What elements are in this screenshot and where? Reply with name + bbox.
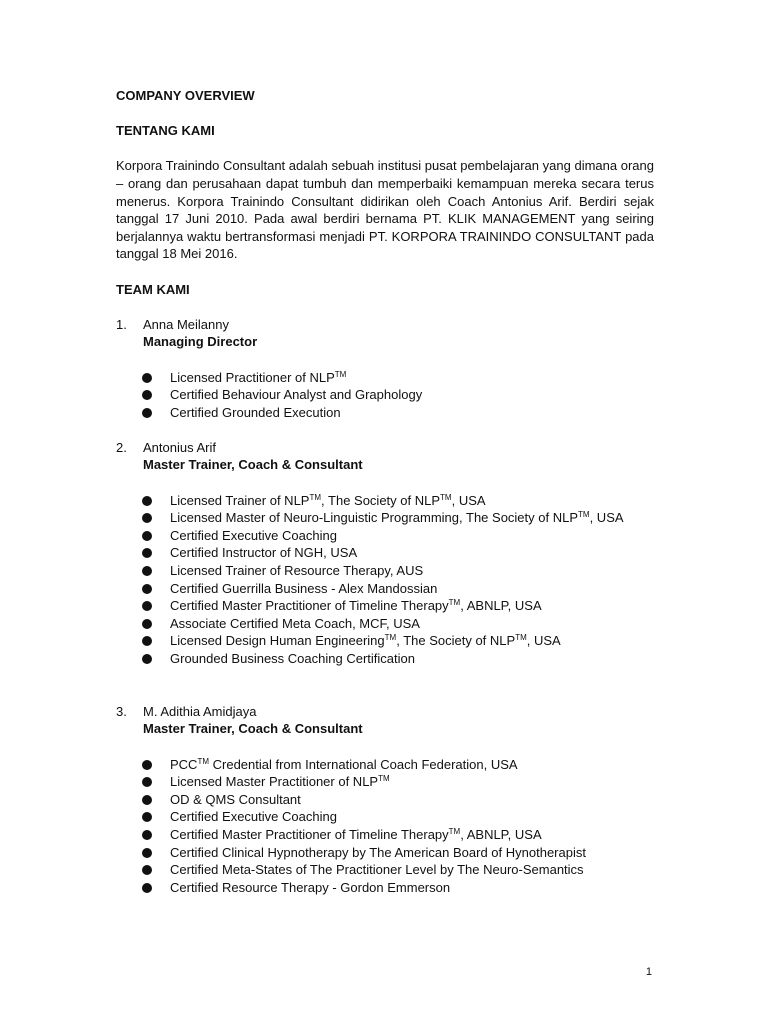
certification-item	[116, 562, 654, 580]
certification-text: Licensed Master Practitioner of NLP	[170, 774, 379, 790]
certification-text: , USA	[451, 492, 486, 508]
document-title: COMPANY OVERVIEW	[116, 88, 255, 103]
certification-item	[116, 544, 654, 562]
document-content	[116, 87, 654, 896]
certification-item	[116, 861, 654, 879]
bullet-icon	[142, 830, 152, 840]
page-number: 1	[645, 966, 652, 978]
certification-item	[116, 509, 654, 527]
certification-text: Certified Master Practitioner of Timeline Therapy	[170, 826, 449, 842]
certification-text: Certified Meta-States of The Practitioner Level by The Neuro-Semantics	[170, 862, 584, 878]
team-member	[116, 439, 654, 668]
trademark-superscript: TM	[448, 598, 461, 608]
bullet-icon	[142, 760, 152, 770]
certification-item	[116, 492, 654, 510]
bullet-icon	[142, 531, 152, 541]
certification-item	[116, 632, 654, 650]
member-role: Managing Director	[143, 334, 258, 350]
member-header	[116, 703, 654, 738]
certification-text: , USA	[589, 510, 624, 526]
certification-item	[116, 650, 654, 668]
bullet-icon	[142, 865, 152, 875]
bullet-icon	[142, 566, 152, 576]
certification-list	[116, 369, 654, 422]
bullet-icon	[142, 619, 152, 629]
certification-text: Certified Master Practitioner of Timeline Therapy	[170, 598, 449, 614]
certification-text: Certified Guerrilla Business - Alex Mandossian	[170, 580, 438, 596]
certification-text: Certified Grounded Execution	[170, 404, 341, 420]
certification-text: Certified Behaviour Analyst and Graphology	[170, 387, 423, 403]
member-header	[116, 439, 654, 474]
certification-item	[116, 580, 654, 598]
bullet-icon	[142, 777, 152, 787]
certification-item	[116, 756, 654, 774]
certification-text: Grounded Business Coaching Certification	[170, 651, 415, 666]
certification-text: Associate Certified Meta Coach, MCF, USA	[170, 615, 420, 631]
member-name: Antonius Arif	[143, 439, 216, 455]
team-list	[116, 316, 654, 897]
bullet-icon	[142, 601, 152, 611]
certification-item	[116, 773, 654, 791]
trademark-superscript: TM	[334, 369, 347, 379]
trademark-superscript: TM	[384, 633, 397, 643]
certification-item	[116, 826, 654, 844]
trademark-superscript: TM	[578, 510, 590, 520]
certification-text: , USA	[526, 633, 561, 649]
bullet-icon	[142, 636, 152, 646]
certification-item	[116, 791, 654, 809]
certification-text: , The Society of NLP	[321, 492, 441, 508]
certification-text: , The Society of NLP	[396, 633, 516, 649]
bullet-icon	[142, 795, 152, 805]
certification-item	[116, 404, 654, 422]
certification-item	[116, 369, 654, 387]
bullet-icon	[142, 812, 152, 822]
bullet-icon	[142, 390, 152, 400]
member-role: Master Trainer, Coach & Consultant	[143, 721, 363, 737]
certification-item	[116, 527, 654, 545]
member-role: Master Trainer, Coach & Consultant	[143, 457, 363, 473]
bullet-icon	[142, 654, 152, 664]
bullet-icon	[142, 496, 152, 506]
trademark-superscript: TM	[309, 492, 322, 502]
bullet-icon	[142, 848, 152, 858]
certification-text: Certified Clinical Hypnotherapy by The American Board of Hynotherapist	[170, 844, 586, 860]
certification-text: , ABNLP, USA	[460, 598, 542, 614]
certification-list	[116, 756, 654, 897]
certification-text: Certified Executive Coaching	[170, 527, 337, 543]
trademark-superscript: TM	[378, 774, 390, 784]
bullet-icon	[142, 373, 152, 383]
trademark-superscript: TM	[515, 633, 527, 643]
member-number: 1.	[116, 316, 127, 332]
certification-text: Licensed Trainer of NLP	[170, 492, 310, 508]
trademark-superscript: TM	[197, 756, 210, 766]
trademark-superscript: TM	[440, 492, 452, 502]
certification-text: Credential from International Coach Federation, USA	[209, 756, 518, 772]
team-heading: TEAM KAMI	[116, 281, 190, 297]
trademark-superscript: TM	[448, 826, 461, 836]
certification-text: Certified Instructor of NGH, USA	[170, 545, 358, 561]
certification-text: Licensed Trainer of Resource Therapy, AUS	[170, 563, 424, 579]
member-name: M. Adithia Amidjaya	[143, 703, 257, 719]
bullet-icon	[142, 408, 152, 418]
bullet-icon	[142, 548, 152, 558]
certification-list	[116, 492, 654, 668]
team-member	[116, 703, 654, 897]
about-heading: TENTANG KAMI	[116, 123, 215, 139]
certification-item	[116, 844, 654, 862]
certification-item	[116, 808, 654, 826]
member-number: 3.	[116, 703, 127, 719]
bullet-icon	[142, 584, 152, 594]
bullet-icon	[142, 883, 152, 893]
member-header	[116, 316, 654, 351]
bullet-icon	[142, 513, 152, 523]
certification-text: Licensed Master of Neuro-Linguistic Programming, The Society of NLP	[170, 510, 579, 526]
certification-text: PCC	[170, 756, 198, 772]
certification-text: Licensed Practitioner of NLP	[170, 369, 335, 385]
certification-item	[116, 597, 654, 615]
certification-text: Certified Executive Coaching	[170, 809, 337, 825]
certification-item	[116, 879, 654, 897]
team-member	[116, 316, 654, 422]
certification-item	[116, 386, 654, 404]
certification-text: Licensed Design Human Engineering	[170, 633, 385, 649]
certification-text: OD & QMS Consultant	[170, 791, 301, 807]
member-name: Anna Meilanny	[143, 316, 229, 332]
about-paragraph: Korpora Trainindo Consultant adalah sebuah institusi pusat pembelajaran yang dimana orang – orang dan perusahaan dapat tumbuh dan memperbaiki kemampuan mereka secara terus menerus. Korpora Trainindo Consultant didirikan oleh Coach Antonius Arif. Berdiri sejak tanggal 17 Juni 2010. Pada awal berdiri bernama PT. KLIK MANAGEMENT yang seiring berjalannya waktu bertransformasi menjadi PT. KORPORA TRAININDO CONSULTANT pada tanggal 18 Mei 2016.	[116, 158, 654, 262]
member-number: 2.	[116, 439, 127, 455]
certification-item	[116, 615, 654, 633]
certification-text: Certified Resource Therapy - Gordon Emmerson	[170, 879, 451, 895]
certification-text: , ABNLP, USA	[460, 826, 542, 842]
